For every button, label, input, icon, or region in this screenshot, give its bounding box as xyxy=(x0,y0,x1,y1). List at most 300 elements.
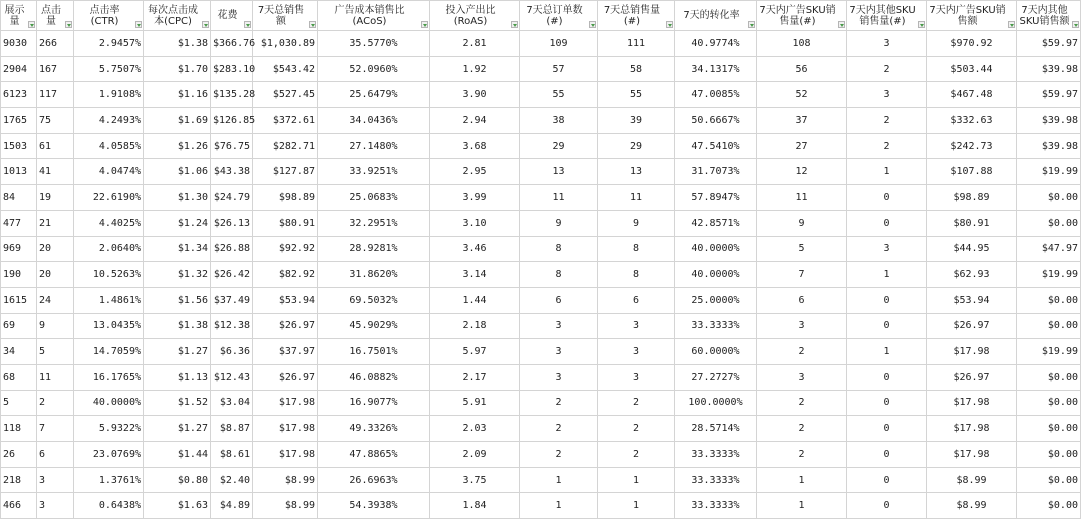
table-cell[interactable]: $26.42 xyxy=(211,262,253,288)
table-cell[interactable]: $19.99 xyxy=(1017,339,1081,365)
table-cell[interactable]: $80.91 xyxy=(927,210,1017,236)
table-cell[interactable]: $17.98 xyxy=(253,416,318,442)
table-cell[interactable]: $1.38 xyxy=(144,313,211,339)
table-cell[interactable]: 33.3333% xyxy=(675,467,757,493)
table-cell[interactable]: $8.99 xyxy=(253,467,318,493)
table-cell[interactable]: 2.94 xyxy=(430,108,520,134)
column-header[interactable] xyxy=(318,1,430,31)
table-cell[interactable]: 3.46 xyxy=(430,236,520,262)
table-cell[interactable]: 21 xyxy=(37,210,74,236)
table-cell[interactable]: 6 xyxy=(757,287,847,313)
table-cell[interactable]: $59.97 xyxy=(1017,82,1081,108)
table-cell[interactable]: $135.28 xyxy=(211,82,253,108)
table-cell[interactable]: $53.94 xyxy=(253,287,318,313)
table-cell[interactable]: $0.00 xyxy=(1017,467,1081,493)
table-cell[interactable]: 109 xyxy=(520,31,598,57)
table-cell[interactable]: 2 xyxy=(847,56,927,82)
table-cell[interactable]: $44.95 xyxy=(927,236,1017,262)
table-cell[interactable]: 2 xyxy=(520,416,598,442)
table-cell[interactable]: 69.5032% xyxy=(318,287,430,313)
table-cell[interactable]: 5.91 xyxy=(430,390,520,416)
table-cell[interactable]: 40.0000% xyxy=(675,236,757,262)
table-cell[interactable]: $0.00 xyxy=(1017,210,1081,236)
table-cell[interactable]: $92.92 xyxy=(253,236,318,262)
table-cell[interactable]: 0 xyxy=(847,467,927,493)
table-cell[interactable]: $24.79 xyxy=(211,185,253,211)
table-cell[interactable]: 33.3333% xyxy=(675,442,757,468)
table-cell[interactable]: $26.88 xyxy=(211,236,253,262)
table-cell[interactable]: $4.89 xyxy=(211,493,253,519)
table-cell[interactable]: 1 xyxy=(520,467,598,493)
table-cell[interactable]: $2.40 xyxy=(211,467,253,493)
table-cell[interactable]: $242.73 xyxy=(927,133,1017,159)
table-cell[interactable]: 9 xyxy=(757,210,847,236)
table-cell[interactable]: $82.92 xyxy=(253,262,318,288)
table-cell[interactable]: 47.0085% xyxy=(675,82,757,108)
table-cell[interactable]: 47.5410% xyxy=(675,133,757,159)
table-cell[interactable]: 2 xyxy=(520,390,598,416)
table-cell[interactable]: 111 xyxy=(598,31,675,57)
table-cell[interactable]: 0 xyxy=(847,287,927,313)
filter-dropdown-icon[interactable] xyxy=(28,21,35,28)
column-header[interactable] xyxy=(1017,1,1081,31)
table-cell[interactable]: 37 xyxy=(757,108,847,134)
table-cell[interactable]: 5.97 xyxy=(430,339,520,365)
column-header[interactable] xyxy=(598,1,675,31)
table-cell[interactable]: 31.8620% xyxy=(318,262,430,288)
table-cell[interactable]: 2 xyxy=(757,390,847,416)
column-header[interactable] xyxy=(37,1,74,31)
table-cell[interactable]: $503.44 xyxy=(927,56,1017,82)
table-cell[interactable]: 1.92 xyxy=(430,56,520,82)
column-header[interactable] xyxy=(211,1,253,31)
table-cell[interactable]: 7 xyxy=(757,262,847,288)
column-header[interactable] xyxy=(144,1,211,31)
table-cell[interactable]: $53.94 xyxy=(927,287,1017,313)
table-cell[interactable]: 2 xyxy=(847,133,927,159)
table-cell[interactable]: 1.4861% xyxy=(74,287,144,313)
table-cell[interactable]: 8 xyxy=(598,262,675,288)
table-cell[interactable]: $1.27 xyxy=(144,339,211,365)
table-cell[interactable]: 0 xyxy=(847,313,927,339)
table-cell[interactable]: $47.97 xyxy=(1017,236,1081,262)
table-cell[interactable]: $0.00 xyxy=(1017,442,1081,468)
table-cell[interactable]: $1.56 xyxy=(144,287,211,313)
table-cell[interactable]: 477 xyxy=(1,210,37,236)
table-cell[interactable]: 3 xyxy=(757,313,847,339)
table-cell[interactable]: 1503 xyxy=(1,133,37,159)
table-cell[interactable]: 84 xyxy=(1,185,37,211)
table-cell[interactable]: 20 xyxy=(37,236,74,262)
table-cell[interactable]: $372.61 xyxy=(253,108,318,134)
table-cell[interactable]: 167 xyxy=(37,56,74,82)
filter-dropdown-icon[interactable] xyxy=(309,21,316,28)
column-header[interactable] xyxy=(430,1,520,31)
table-cell[interactable]: $98.89 xyxy=(253,185,318,211)
filter-dropdown-icon[interactable] xyxy=(421,21,428,28)
column-header[interactable] xyxy=(253,1,318,31)
table-cell[interactable]: 55 xyxy=(520,82,598,108)
table-cell[interactable]: 2.0640% xyxy=(74,236,144,262)
table-cell[interactable]: 2 xyxy=(598,390,675,416)
table-cell[interactable]: $17.98 xyxy=(253,390,318,416)
table-cell[interactable]: $0.00 xyxy=(1017,493,1081,519)
table-cell[interactable]: $8.61 xyxy=(211,442,253,468)
table-cell[interactable]: 42.8571% xyxy=(675,210,757,236)
table-cell[interactable]: 0 xyxy=(847,390,927,416)
table-cell[interactable]: 1.3761% xyxy=(74,467,144,493)
column-header[interactable] xyxy=(675,1,757,31)
table-cell[interactable]: $1.34 xyxy=(144,236,211,262)
table-cell[interactable]: 45.9029% xyxy=(318,313,430,339)
table-cell[interactable]: $1.70 xyxy=(144,56,211,82)
table-cell[interactable]: $0.00 xyxy=(1017,416,1081,442)
table-cell[interactable]: 4.0474% xyxy=(74,159,144,185)
table-cell[interactable]: 218 xyxy=(1,467,37,493)
table-cell[interactable]: 33.9251% xyxy=(318,159,430,185)
table-cell[interactable]: 33.3333% xyxy=(675,313,757,339)
filter-dropdown-icon[interactable] xyxy=(202,21,209,28)
table-cell[interactable]: 3.14 xyxy=(430,262,520,288)
table-cell[interactable]: $39.98 xyxy=(1017,56,1081,82)
table-cell[interactable]: $283.10 xyxy=(211,56,253,82)
table-cell[interactable]: 31.7073% xyxy=(675,159,757,185)
table-cell[interactable]: 39 xyxy=(598,108,675,134)
table-cell[interactable]: 5.9322% xyxy=(74,416,144,442)
table-cell[interactable]: 117 xyxy=(37,82,74,108)
table-cell[interactable]: $543.42 xyxy=(253,56,318,82)
table-cell[interactable]: 25.6479% xyxy=(318,82,430,108)
table-cell[interactable]: 12 xyxy=(757,159,847,185)
table-cell[interactable]: $1.38 xyxy=(144,31,211,57)
table-cell[interactable]: $366.76 xyxy=(211,31,253,57)
table-cell[interactable]: 4.4025% xyxy=(74,210,144,236)
table-cell[interactable]: 52.0960% xyxy=(318,56,430,82)
column-header[interactable] xyxy=(847,1,927,31)
table-cell[interactable]: 55 xyxy=(598,82,675,108)
filter-dropdown-icon[interactable] xyxy=(65,21,72,28)
table-cell[interactable]: $0.00 xyxy=(1017,185,1081,211)
table-cell[interactable]: 1.9108% xyxy=(74,82,144,108)
table-cell[interactable]: 54.3938% xyxy=(318,493,430,519)
table-cell[interactable]: $62.93 xyxy=(927,262,1017,288)
table-cell[interactable]: 2 xyxy=(598,416,675,442)
table-cell[interactable]: 5 xyxy=(37,339,74,365)
table-cell[interactable]: $76.75 xyxy=(211,133,253,159)
table-cell[interactable]: $1.26 xyxy=(144,133,211,159)
table-cell[interactable]: $17.98 xyxy=(927,416,1017,442)
table-cell[interactable]: 0 xyxy=(847,364,927,390)
table-cell[interactable]: 13 xyxy=(520,159,598,185)
table-cell[interactable]: 20 xyxy=(37,262,74,288)
table-cell[interactable]: 25.0683% xyxy=(318,185,430,211)
table-cell[interactable]: 22.6190% xyxy=(74,185,144,211)
table-cell[interactable]: 46.0882% xyxy=(318,364,430,390)
table-cell[interactable]: 2.81 xyxy=(430,31,520,57)
table-cell[interactable]: 2 xyxy=(847,108,927,134)
table-cell[interactable]: 2 xyxy=(757,339,847,365)
table-cell[interactable]: $17.98 xyxy=(927,390,1017,416)
table-cell[interactable]: $126.85 xyxy=(211,108,253,134)
table-cell[interactable]: 118 xyxy=(1,416,37,442)
table-cell[interactable]: $0.00 xyxy=(1017,390,1081,416)
table-cell[interactable]: 26 xyxy=(1,442,37,468)
column-header[interactable] xyxy=(74,1,144,31)
table-cell[interactable]: 26.6963% xyxy=(318,467,430,493)
table-cell[interactable]: 28.9281% xyxy=(318,236,430,262)
table-cell[interactable]: 29 xyxy=(520,133,598,159)
table-cell[interactable]: 57 xyxy=(520,56,598,82)
column-header[interactable] xyxy=(1,1,37,31)
filter-dropdown-icon[interactable] xyxy=(838,21,845,28)
table-cell[interactable]: 3 xyxy=(598,364,675,390)
filter-dropdown-icon[interactable] xyxy=(918,21,925,28)
table-cell[interactable]: 3 xyxy=(520,364,598,390)
table-cell[interactable]: $1.69 xyxy=(144,108,211,134)
table-cell[interactable]: $8.87 xyxy=(211,416,253,442)
table-cell[interactable]: $1.27 xyxy=(144,416,211,442)
table-cell[interactable]: 0.6438% xyxy=(74,493,144,519)
table-cell[interactable]: $37.49 xyxy=(211,287,253,313)
table-cell[interactable]: 2 xyxy=(757,416,847,442)
table-cell[interactable]: 11 xyxy=(520,185,598,211)
table-cell[interactable]: $527.45 xyxy=(253,82,318,108)
table-cell[interactable]: $0.00 xyxy=(1017,287,1081,313)
table-cell[interactable]: $39.98 xyxy=(1017,133,1081,159)
table-cell[interactable]: 3.90 xyxy=(430,82,520,108)
table-cell[interactable]: $1.44 xyxy=(144,442,211,468)
table-cell[interactable]: 2.17 xyxy=(430,364,520,390)
table-cell[interactable]: 52 xyxy=(757,82,847,108)
table-cell[interactable]: $43.38 xyxy=(211,159,253,185)
table-cell[interactable]: 0 xyxy=(847,442,927,468)
table-cell[interactable]: 2 xyxy=(37,390,74,416)
table-cell[interactable]: 16.1765% xyxy=(74,364,144,390)
table-cell[interactable]: 8 xyxy=(598,236,675,262)
table-cell[interactable]: 35.5770% xyxy=(318,31,430,57)
table-cell[interactable]: 6 xyxy=(598,287,675,313)
table-cell[interactable]: 27 xyxy=(757,133,847,159)
table-cell[interactable]: $98.89 xyxy=(927,185,1017,211)
table-cell[interactable]: $26.97 xyxy=(253,364,318,390)
table-cell[interactable]: 57.8947% xyxy=(675,185,757,211)
filter-dropdown-icon[interactable] xyxy=(511,21,518,28)
table-cell[interactable]: 3 xyxy=(520,339,598,365)
table-cell[interactable]: 25.0000% xyxy=(675,287,757,313)
table-cell[interactable]: 3 xyxy=(757,364,847,390)
table-cell[interactable]: $970.92 xyxy=(927,31,1017,57)
table-cell[interactable]: 27.2727% xyxy=(675,364,757,390)
table-cell[interactable]: 68 xyxy=(1,364,37,390)
table-cell[interactable]: 3.99 xyxy=(430,185,520,211)
table-cell[interactable]: 24 xyxy=(37,287,74,313)
table-cell[interactable]: 3.75 xyxy=(430,467,520,493)
table-cell[interactable]: 2 xyxy=(598,442,675,468)
table-cell[interactable]: 1013 xyxy=(1,159,37,185)
table-cell[interactable]: 3 xyxy=(847,82,927,108)
table-cell[interactable]: 2 xyxy=(520,442,598,468)
table-cell[interactable]: 6 xyxy=(37,442,74,468)
table-cell[interactable]: 1615 xyxy=(1,287,37,313)
table-cell[interactable]: 9 xyxy=(37,313,74,339)
table-cell[interactable]: 2 xyxy=(757,442,847,468)
table-cell[interactable]: 4.2493% xyxy=(74,108,144,134)
table-cell[interactable]: 4.0585% xyxy=(74,133,144,159)
table-cell[interactable]: 56 xyxy=(757,56,847,82)
table-cell[interactable]: 1 xyxy=(847,262,927,288)
filter-dropdown-icon[interactable] xyxy=(244,21,251,28)
table-cell[interactable]: 3 xyxy=(520,313,598,339)
table-cell[interactable]: 11 xyxy=(757,185,847,211)
table-cell[interactable]: 3 xyxy=(37,493,74,519)
filter-dropdown-icon[interactable] xyxy=(589,21,596,28)
table-cell[interactable]: 23.0769% xyxy=(74,442,144,468)
table-cell[interactable]: $1.52 xyxy=(144,390,211,416)
table-cell[interactable]: $0.00 xyxy=(1017,364,1081,390)
table-cell[interactable]: 19 xyxy=(37,185,74,211)
table-cell[interactable]: 61 xyxy=(37,133,74,159)
table-cell[interactable]: 1.84 xyxy=(430,493,520,519)
table-cell[interactable]: 108 xyxy=(757,31,847,57)
table-cell[interactable]: 28.5714% xyxy=(675,416,757,442)
table-cell[interactable]: 190 xyxy=(1,262,37,288)
table-cell[interactable]: $0.80 xyxy=(144,467,211,493)
table-cell[interactable]: 40.0000% xyxy=(74,390,144,416)
table-cell[interactable]: 0 xyxy=(847,416,927,442)
table-cell[interactable]: $282.71 xyxy=(253,133,318,159)
table-cell[interactable]: $59.97 xyxy=(1017,31,1081,57)
table-cell[interactable]: 69 xyxy=(1,313,37,339)
table-cell[interactable]: 10.5263% xyxy=(74,262,144,288)
table-cell[interactable]: 9030 xyxy=(1,31,37,57)
filter-dropdown-icon[interactable] xyxy=(748,21,755,28)
table-cell[interactable]: 1 xyxy=(847,159,927,185)
table-cell[interactable]: $1,030.89 xyxy=(253,31,318,57)
table-cell[interactable]: $26.13 xyxy=(211,210,253,236)
table-cell[interactable]: 5.7507% xyxy=(74,56,144,82)
table-cell[interactable]: 29 xyxy=(598,133,675,159)
column-header[interactable] xyxy=(927,1,1017,31)
table-cell[interactable]: 6 xyxy=(520,287,598,313)
table-cell[interactable]: $1.63 xyxy=(144,493,211,519)
table-cell[interactable]: 0 xyxy=(847,185,927,211)
table-cell[interactable]: 32.2951% xyxy=(318,210,430,236)
table-cell[interactable]: 1 xyxy=(598,467,675,493)
table-cell[interactable]: 3 xyxy=(847,31,927,57)
column-header[interactable] xyxy=(757,1,847,31)
table-cell[interactable]: 1 xyxy=(847,339,927,365)
table-cell[interactable]: 34.1317% xyxy=(675,56,757,82)
table-cell[interactable]: 3 xyxy=(598,313,675,339)
table-cell[interactable]: 13 xyxy=(598,159,675,185)
table-cell[interactable]: $1.13 xyxy=(144,364,211,390)
table-cell[interactable]: $1.30 xyxy=(144,185,211,211)
table-cell[interactable]: 9 xyxy=(520,210,598,236)
table-cell[interactable]: 2.95 xyxy=(430,159,520,185)
table-cell[interactable]: 1.44 xyxy=(430,287,520,313)
table-cell[interactable]: $467.48 xyxy=(927,82,1017,108)
table-cell[interactable]: $37.97 xyxy=(253,339,318,365)
table-cell[interactable]: 41 xyxy=(37,159,74,185)
table-cell[interactable]: 14.7059% xyxy=(74,339,144,365)
table-cell[interactable]: $17.98 xyxy=(927,339,1017,365)
table-cell[interactable]: 6123 xyxy=(1,82,37,108)
table-cell[interactable]: 1765 xyxy=(1,108,37,134)
table-cell[interactable]: 60.0000% xyxy=(675,339,757,365)
table-cell[interactable]: 27.1480% xyxy=(318,133,430,159)
table-cell[interactable]: 58 xyxy=(598,56,675,82)
table-cell[interactable]: 38 xyxy=(520,108,598,134)
table-cell[interactable]: $26.97 xyxy=(927,313,1017,339)
table-cell[interactable]: 7 xyxy=(37,416,74,442)
table-cell[interactable]: 2.03 xyxy=(430,416,520,442)
table-cell[interactable]: $17.98 xyxy=(253,442,318,468)
table-cell[interactable]: 3.10 xyxy=(430,210,520,236)
filter-dropdown-icon[interactable] xyxy=(1072,21,1079,28)
table-cell[interactable]: $332.63 xyxy=(927,108,1017,134)
table-cell[interactable]: 40.0000% xyxy=(675,262,757,288)
table-cell[interactable]: 2.9457% xyxy=(74,31,144,57)
table-cell[interactable]: 3 xyxy=(37,467,74,493)
table-cell[interactable]: $1.16 xyxy=(144,82,211,108)
table-cell[interactable]: 75 xyxy=(37,108,74,134)
table-cell[interactable]: 0 xyxy=(847,210,927,236)
table-cell[interactable]: $3.04 xyxy=(211,390,253,416)
filter-dropdown-icon[interactable] xyxy=(135,21,142,28)
table-cell[interactable]: 33.3333% xyxy=(675,493,757,519)
table-cell[interactable]: $1.24 xyxy=(144,210,211,236)
filter-dropdown-icon[interactable] xyxy=(666,21,673,28)
table-cell[interactable]: 100.0000% xyxy=(675,390,757,416)
table-cell[interactable]: 5 xyxy=(1,390,37,416)
table-cell[interactable]: 11 xyxy=(598,185,675,211)
table-cell[interactable]: $8.99 xyxy=(927,467,1017,493)
table-cell[interactable]: 1 xyxy=(757,467,847,493)
table-cell[interactable]: $107.88 xyxy=(927,159,1017,185)
table-cell[interactable]: 266 xyxy=(37,31,74,57)
table-cell[interactable]: 34 xyxy=(1,339,37,365)
table-cell[interactable]: 34.0436% xyxy=(318,108,430,134)
table-cell[interactable]: 2.09 xyxy=(430,442,520,468)
table-cell[interactable]: $6.36 xyxy=(211,339,253,365)
table-cell[interactable]: $39.98 xyxy=(1017,108,1081,134)
table-cell[interactable]: 3 xyxy=(598,339,675,365)
table-cell[interactable]: $19.99 xyxy=(1017,159,1081,185)
table-cell[interactable]: 47.8865% xyxy=(318,442,430,468)
table-cell[interactable]: 3.68 xyxy=(430,133,520,159)
table-cell[interactable]: 2.18 xyxy=(430,313,520,339)
table-cell[interactable]: $1.32 xyxy=(144,262,211,288)
table-cell[interactable]: 8 xyxy=(520,236,598,262)
table-cell[interactable]: $26.97 xyxy=(253,313,318,339)
table-cell[interactable]: $8.99 xyxy=(253,493,318,519)
table-cell[interactable]: 13.0435% xyxy=(74,313,144,339)
table-cell[interactable]: $1.06 xyxy=(144,159,211,185)
table-cell[interactable]: $0.00 xyxy=(1017,313,1081,339)
table-cell[interactable]: 11 xyxy=(37,364,74,390)
table-cell[interactable]: $12.43 xyxy=(211,364,253,390)
table-cell[interactable]: 0 xyxy=(847,493,927,519)
filter-dropdown-icon[interactable] xyxy=(1008,21,1015,28)
table-cell[interactable]: 50.6667% xyxy=(675,108,757,134)
table-cell[interactable]: 1 xyxy=(757,493,847,519)
table-cell[interactable]: 969 xyxy=(1,236,37,262)
table-cell[interactable]: $80.91 xyxy=(253,210,318,236)
table-cell[interactable]: 8 xyxy=(520,262,598,288)
table-cell[interactable]: 49.3326% xyxy=(318,416,430,442)
table-cell[interactable]: $26.97 xyxy=(927,364,1017,390)
table-cell[interactable]: $8.99 xyxy=(927,493,1017,519)
